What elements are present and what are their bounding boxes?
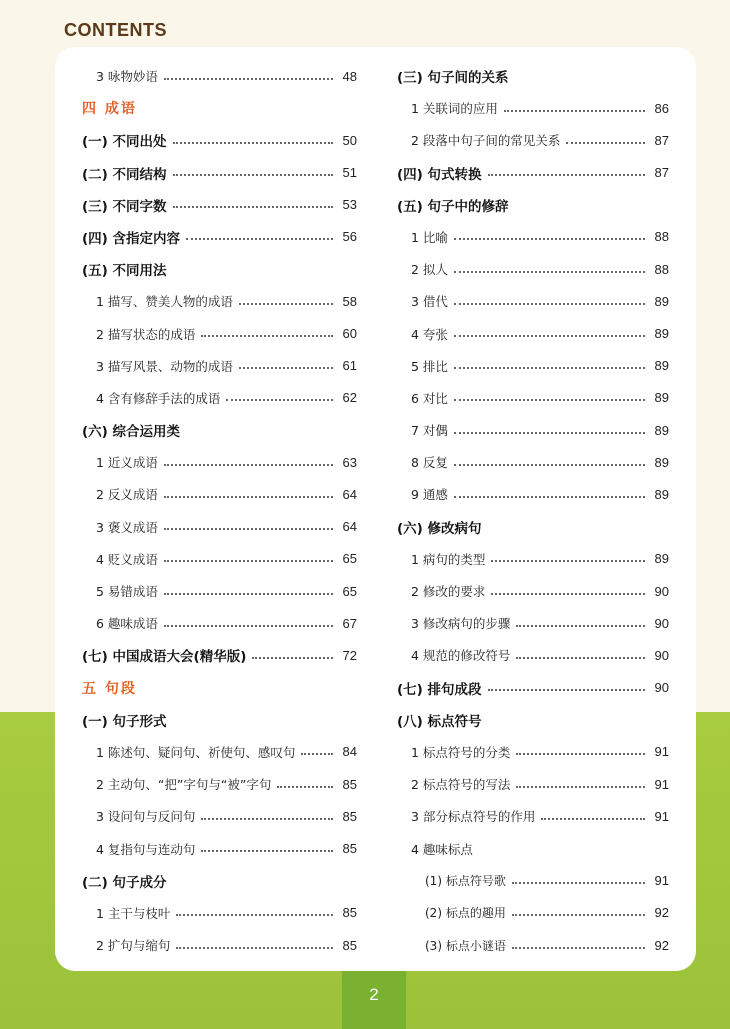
toc-entry bbox=[397, 195, 669, 215]
toc-entry-page: 60 bbox=[342, 326, 357, 341]
toc-entry bbox=[82, 324, 357, 344]
toc-right-column bbox=[397, 66, 669, 967]
leader-dots bbox=[454, 270, 645, 273]
toc-left-column bbox=[82, 66, 357, 967]
toc-entry bbox=[82, 420, 357, 440]
toc-entry-label: 1 近义成语 bbox=[96, 455, 158, 471]
toc-entry-page: 91 bbox=[654, 776, 669, 792]
toc-entry-label: 3 设问句与反问句 bbox=[96, 809, 196, 825]
toc-entry-page: 90 bbox=[654, 680, 669, 696]
leader-dots bbox=[541, 817, 645, 820]
toc-entry bbox=[397, 935, 669, 955]
toc-entry-label: (三) 不同字数 bbox=[82, 198, 167, 215]
toc-entry-page: 64 bbox=[342, 486, 357, 502]
toc-entry-label: 4 夸张 bbox=[411, 326, 448, 342]
toc-entry-page: 65 bbox=[342, 551, 357, 567]
toc-entry-page: 85 bbox=[342, 808, 357, 824]
toc-entry bbox=[82, 259, 357, 279]
leader-dots bbox=[176, 946, 333, 949]
toc-entry bbox=[82, 227, 357, 247]
toc-entry bbox=[397, 678, 669, 698]
toc-entry-label: 四 成语 bbox=[82, 101, 137, 118]
toc-entry-page: 51 bbox=[342, 165, 357, 181]
toc-entry bbox=[397, 581, 669, 601]
toc-entry bbox=[397, 742, 669, 762]
toc-entry-label: (六) 综合运用类 bbox=[82, 424, 181, 441]
toc-entry bbox=[397, 163, 669, 183]
toc-entry-page: 61 bbox=[342, 358, 357, 374]
toc-entry-label: 3 借代 bbox=[411, 294, 448, 310]
toc-entry-page: 53 bbox=[342, 197, 357, 213]
leader-dots bbox=[516, 752, 645, 755]
toc-entry bbox=[397, 291, 669, 311]
leader-dots bbox=[512, 913, 645, 916]
toc-entry bbox=[397, 613, 669, 633]
toc-entry bbox=[397, 452, 669, 472]
toc-entry-label: (五) 句子中的修辞 bbox=[397, 198, 509, 215]
leader-dots bbox=[454, 237, 645, 240]
leader-dots bbox=[201, 849, 333, 852]
leader-dots bbox=[164, 463, 333, 466]
toc-entry-label: 2 主动句、“把”字句与“被”字句 bbox=[96, 777, 272, 793]
leader-dots bbox=[454, 334, 645, 337]
toc-entry-label: 1 关联词的应用 bbox=[411, 101, 498, 117]
leader-dots bbox=[164, 592, 333, 595]
leader-dots bbox=[201, 817, 333, 820]
leader-dots bbox=[504, 109, 645, 112]
toc-entry bbox=[82, 356, 357, 376]
toc-entry bbox=[82, 291, 357, 311]
toc-entry-page: 89 bbox=[654, 422, 669, 438]
toc-entry-page: 91 bbox=[654, 808, 669, 824]
toc-entry-label: 5 易错成语 bbox=[96, 584, 158, 599]
toc-entry-label: (1) 标点符号歌 bbox=[425, 874, 506, 889]
toc-entry bbox=[397, 517, 669, 537]
toc-entry bbox=[82, 710, 357, 730]
toc-entry-page: 85 bbox=[342, 937, 357, 953]
leader-dots bbox=[516, 624, 645, 627]
toc-entry-page: 87 bbox=[654, 132, 669, 148]
leader-dots bbox=[488, 688, 645, 691]
toc-entry bbox=[397, 903, 669, 923]
toc-entry bbox=[82, 484, 357, 504]
toc-entry-page: 92 bbox=[654, 937, 669, 953]
leader-dots bbox=[491, 592, 645, 595]
leader-dots bbox=[512, 881, 645, 884]
toc-entry-page: 50 bbox=[342, 132, 357, 148]
toc-entry-label: 1 比喻 bbox=[411, 229, 448, 245]
toc-entry-label: 2 修改的要求 bbox=[411, 584, 486, 599]
toc-entry-label: 6 趣味成语 bbox=[96, 616, 158, 632]
toc-entry bbox=[82, 549, 357, 569]
toc-entry-page: 62 bbox=[342, 390, 357, 406]
toc-entry-label: 3 褒义成语 bbox=[96, 519, 158, 535]
toc-entry-label: (七) 中国成语大会(精华版) bbox=[82, 649, 247, 666]
toc-entry-page: 63 bbox=[342, 454, 357, 470]
toc-entry-label: (三) 句子间的关系 bbox=[397, 70, 509, 86]
toc-entry-page: 85 bbox=[342, 776, 357, 792]
leader-dots bbox=[164, 527, 333, 530]
leader-dots bbox=[516, 656, 645, 659]
leader-dots bbox=[454, 495, 645, 498]
toc-entry-label: 2 描写状态的成语 bbox=[96, 326, 196, 342]
toc-entry-label: 6 对比 bbox=[411, 390, 448, 406]
toc-entry-page: 84 bbox=[342, 744, 357, 760]
toc-entry bbox=[397, 710, 669, 730]
toc-entry-page: 89 bbox=[654, 358, 669, 374]
toc-entry-page: 89 bbox=[654, 486, 669, 502]
toc-entry-label: (3) 标点小谜语 bbox=[425, 938, 506, 953]
toc-entry-label: 2 拟人 bbox=[411, 262, 448, 278]
leader-dots bbox=[252, 656, 333, 659]
leader-dots bbox=[512, 946, 645, 949]
toc-entry-page: 89 bbox=[654, 551, 669, 567]
leader-dots bbox=[491, 559, 645, 562]
toc-entry bbox=[82, 645, 357, 665]
toc-entry bbox=[397, 227, 669, 247]
toc-entry-page: 90 bbox=[654, 583, 669, 599]
leader-dots bbox=[164, 624, 333, 627]
toc-entry bbox=[82, 935, 357, 955]
toc-entry-label: 5 排比 bbox=[411, 358, 448, 374]
toc-entry-label: 9 通感 bbox=[411, 487, 448, 503]
page-number: 2 bbox=[369, 985, 379, 1004]
toc-entry-page: 87 bbox=[654, 165, 669, 181]
toc-entry-page: 67 bbox=[342, 615, 357, 631]
toc-entry-label: 2 扩句与缩句 bbox=[96, 938, 171, 954]
toc-entry-label: 2 标点符号的写法 bbox=[411, 777, 511, 793]
toc-entry-page: 90 bbox=[654, 615, 669, 631]
toc-entry bbox=[397, 806, 669, 826]
toc-entry bbox=[82, 195, 357, 215]
toc-entry bbox=[82, 871, 357, 891]
toc-entry-label: 3 咏物妙语 bbox=[96, 69, 158, 84]
leader-dots bbox=[516, 785, 645, 788]
toc-entry-label: 4 含有修辞手法的成语 bbox=[96, 390, 221, 406]
toc-entry-label: 4 贬义成语 bbox=[96, 551, 158, 567]
toc-entry-page: 89 bbox=[654, 326, 669, 341]
toc-entry-label: 8 反复 bbox=[411, 455, 448, 471]
toc-entry-label: 五 句段 bbox=[82, 680, 137, 697]
toc-entry bbox=[82, 388, 357, 408]
leader-dots bbox=[173, 173, 333, 176]
toc-entry bbox=[397, 839, 669, 859]
leader-dots bbox=[173, 205, 333, 208]
leader-dots bbox=[201, 334, 333, 337]
leader-dots bbox=[454, 463, 645, 466]
toc-entry-label: (四) 句式转换 bbox=[397, 166, 482, 183]
toc-entry bbox=[82, 163, 357, 183]
toc-entry-page: 72 bbox=[342, 647, 357, 663]
toc-entry-label: 4 趣味标点 bbox=[411, 841, 473, 857]
leader-dots bbox=[176, 913, 333, 916]
toc-entry-page: 89 bbox=[654, 390, 669, 406]
toc-entry-label: (一) 不同出处 bbox=[82, 134, 167, 151]
toc-entry-label: (四) 含指定内容 bbox=[82, 230, 181, 247]
toc-entry bbox=[82, 581, 357, 601]
leader-dots bbox=[488, 173, 645, 176]
toc-entry bbox=[82, 678, 357, 698]
toc-entry bbox=[82, 806, 357, 826]
toc-entry-page: 86 bbox=[654, 100, 669, 116]
toc-entry bbox=[397, 484, 669, 504]
toc-entry-page: 89 bbox=[654, 293, 669, 309]
toc-entry-page: 56 bbox=[342, 229, 357, 245]
leader-dots bbox=[454, 398, 645, 401]
toc-entry-page: 88 bbox=[654, 229, 669, 245]
toc-entry bbox=[82, 774, 357, 794]
toc-entry-page: 85 bbox=[342, 905, 357, 921]
toc-entry-label: 3 描写风景、动物的成语 bbox=[96, 358, 233, 374]
toc-entry bbox=[397, 420, 669, 440]
toc-entry-label: (二) 句子成分 bbox=[82, 874, 167, 891]
toc-entry-label: 2 段落中句子间的常见关系 bbox=[411, 133, 561, 149]
toc-entry-page: 64 bbox=[342, 519, 357, 535]
toc-entry-label: 1 标点符号的分类 bbox=[411, 744, 511, 760]
toc-entry bbox=[397, 549, 669, 569]
leader-dots bbox=[566, 141, 645, 144]
toc-entry bbox=[82, 98, 357, 118]
toc-entry-label: (六) 修改病句 bbox=[397, 520, 482, 537]
leader-dots bbox=[301, 752, 333, 755]
toc-entry-label: 3 修改病句的步骤 bbox=[411, 616, 511, 632]
page-title: CONTENTS bbox=[64, 20, 167, 40]
toc-entry bbox=[397, 98, 669, 118]
toc-entry-page: 48 bbox=[342, 68, 357, 84]
toc-entry bbox=[397, 645, 669, 665]
toc-entry-page: 58 bbox=[342, 293, 357, 309]
toc-entry-label: 1 陈述句、疑问句、祈使句、感叹句 bbox=[96, 744, 296, 760]
toc-entry bbox=[82, 839, 357, 859]
leader-dots bbox=[454, 302, 645, 305]
leader-dots bbox=[277, 785, 333, 788]
toc-entry-label: 4 规范的修改符号 bbox=[411, 648, 511, 664]
toc-entry-label: (一) 句子形式 bbox=[82, 713, 167, 730]
toc-entry bbox=[397, 66, 669, 86]
toc-entry bbox=[397, 259, 669, 279]
toc-entry-label: 2 反义成语 bbox=[96, 487, 158, 503]
toc-entry-page: 90 bbox=[654, 647, 669, 663]
toc-entry-label: 7 对偶 bbox=[411, 423, 448, 439]
leader-dots bbox=[454, 366, 645, 369]
leader-dots bbox=[164, 77, 333, 80]
leader-dots bbox=[164, 559, 333, 562]
toc-entry bbox=[82, 130, 357, 150]
toc-entry-label: (八) 标点符号 bbox=[397, 713, 482, 730]
toc-entry bbox=[82, 742, 357, 762]
toc-entry-page: 89 bbox=[654, 454, 669, 470]
toc-entry-label: 3 部分标点符号的作用 bbox=[411, 809, 536, 825]
leader-dots bbox=[239, 302, 333, 305]
toc-entry-page: 92 bbox=[654, 905, 669, 921]
toc-entry-label: 1 描写、赞美人物的成语 bbox=[96, 294, 233, 310]
leader-dots bbox=[173, 141, 333, 144]
toc-entry-page: 85 bbox=[342, 841, 357, 856]
leader-dots bbox=[164, 495, 333, 498]
toc-entry bbox=[82, 517, 357, 537]
toc-entry-page: 65 bbox=[342, 583, 357, 599]
toc-entry-label: (二) 不同结构 bbox=[82, 166, 167, 183]
toc-entry-label: 1 主干与枝叶 bbox=[96, 905, 171, 921]
toc-entry-label: (2) 标点的趣用 bbox=[425, 906, 506, 921]
toc-entry-page: 91 bbox=[654, 873, 669, 889]
toc-entry bbox=[397, 324, 669, 344]
toc-entry-label: (七) 排句成段 bbox=[397, 681, 482, 698]
toc-entry bbox=[82, 903, 357, 923]
leader-dots bbox=[454, 431, 645, 434]
toc-entry bbox=[397, 130, 669, 150]
toc-entry-page: 88 bbox=[654, 261, 669, 277]
toc-entry bbox=[82, 613, 357, 633]
toc-entry-label: 4 复指句与连动句 bbox=[96, 841, 196, 857]
toc-entry-label: (五) 不同用法 bbox=[82, 263, 167, 280]
toc-entry bbox=[397, 388, 669, 408]
leader-dots bbox=[226, 398, 333, 401]
toc-entry bbox=[82, 452, 357, 472]
toc-entry bbox=[82, 66, 357, 86]
toc-entry bbox=[397, 356, 669, 376]
leader-dots bbox=[186, 237, 333, 240]
toc-entry bbox=[397, 774, 669, 794]
toc-entry bbox=[397, 871, 669, 891]
toc-entry-page: 91 bbox=[654, 744, 669, 760]
toc-entry-label: 1 病句的类型 bbox=[411, 551, 486, 567]
leader-dots bbox=[239, 366, 333, 369]
